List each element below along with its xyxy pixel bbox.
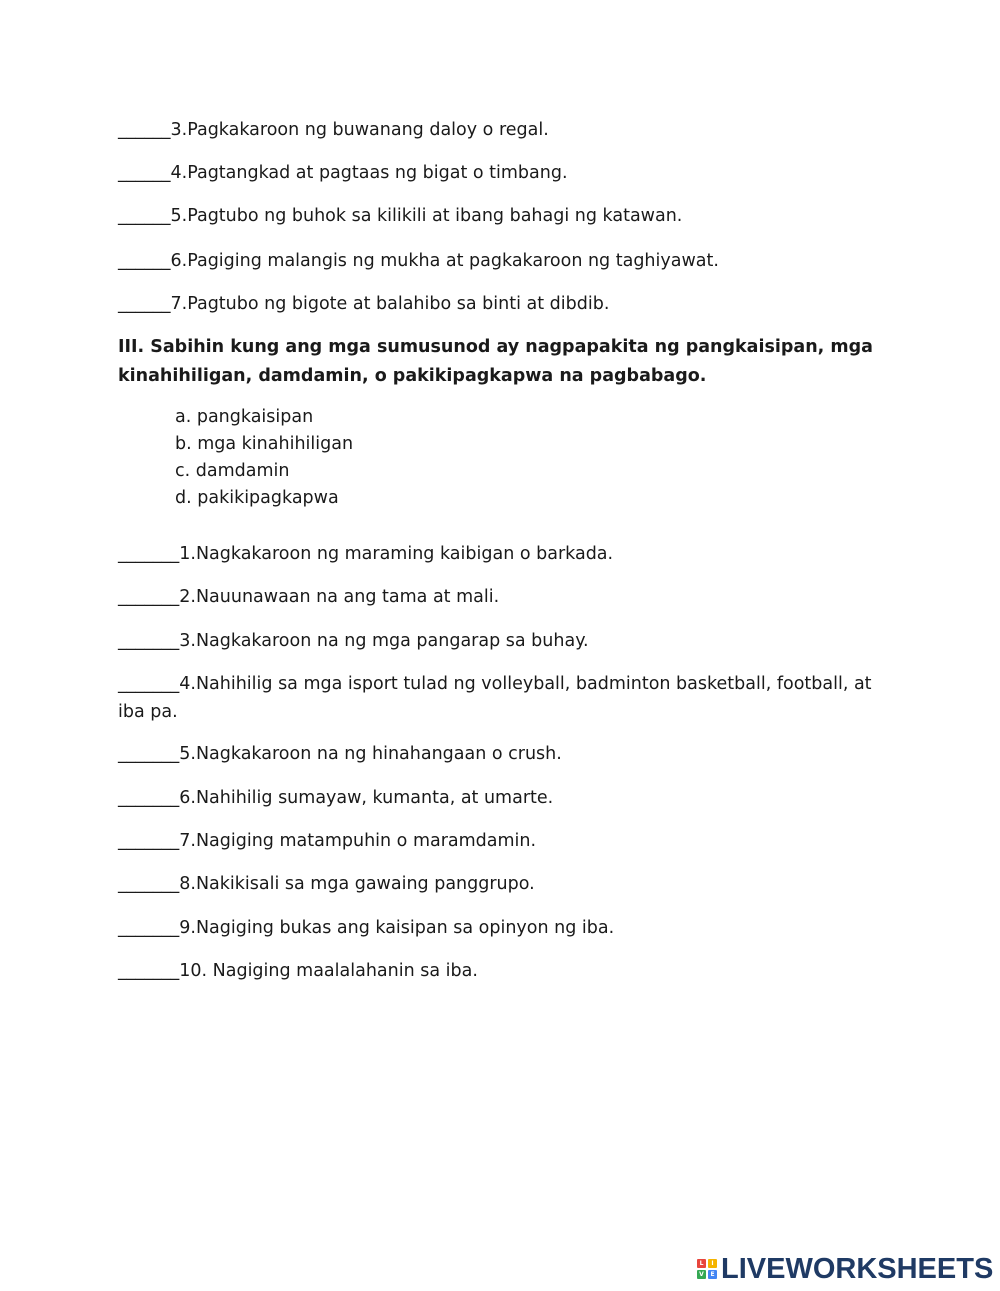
part3-item-4: _______4.Nahihilig sa mga isport tulad ng volleyball, badminton basketball, football, at iba pa.: [118, 674, 872, 722]
logo-block: V: [697, 1270, 706, 1279]
part2-item-4: ______4.Pagtangkad at pagtaas ng bigat o timbang.: [118, 163, 568, 183]
part3-item-6: _______6.Nahihilig sumayaw, kumanta, at umarte.: [118, 788, 554, 808]
part2-item-3: ______3.Pagkakaroon ng buwanang daloy o regal.: [118, 120, 549, 140]
liveworksheets-logo: [697, 1252, 993, 1286]
part3-item-9: _______9.Nagiging bukas ang kaisipan sa opinyon ng iba.: [118, 918, 615, 938]
part2-item-7: ______7.Pagtubo ng bigote at balahibo sa binti at dibdib.: [118, 294, 610, 314]
logo-block: L: [697, 1259, 706, 1268]
option-b: b. mga kinahihiligan: [175, 434, 354, 454]
option-d: d. pakikipagkapwa: [175, 488, 339, 508]
part3-heading: III. Sabihin kung ang mga sumusunod ay nagpapakita ng pangkaisipan, mga kinahihiligan, damdamin, o pakikipagkapwa na pagbabago.: [118, 337, 873, 386]
logo-blocks-icon: [697, 1259, 717, 1279]
part3-item-2: _______2.Nauunawaan na ang tama at mali.: [118, 587, 500, 607]
part3-item-5: _______5.Nagkakaroon na ng hinahangaan o crush.: [118, 744, 562, 764]
part3-item-1: _______1.Nagkakaroon ng maraming kaibigan o barkada.: [118, 544, 614, 564]
part3-item-8: _______8.Nakikisali sa mga gawaing panggrupo.: [118, 874, 535, 894]
part2-item-5: ______5.Pagtubo ng buhok sa kilikili at ibang bahagi ng katawan.: [118, 206, 683, 226]
logo-block: E: [708, 1270, 717, 1279]
part3-item-10: _______10. Nagiging maalalahanin sa iba.: [118, 961, 478, 981]
part2-item-6: ______6.Pagiging malangis ng mukha at pagkakaroon ng taghiyawat.: [118, 251, 719, 271]
logo-text: LIVEWORKSHEETS: [721, 1252, 994, 1285]
part3-item-7: _______7.Nagiging matampuhin o maramdamin.: [118, 831, 537, 851]
option-a: a. pangkaisipan: [175, 407, 314, 427]
logo-block: I: [708, 1259, 717, 1268]
part3-item-3: _______3.Nagkakaroon na ng mga pangarap sa buhay.: [118, 631, 589, 651]
option-c: c. damdamin: [175, 461, 290, 481]
